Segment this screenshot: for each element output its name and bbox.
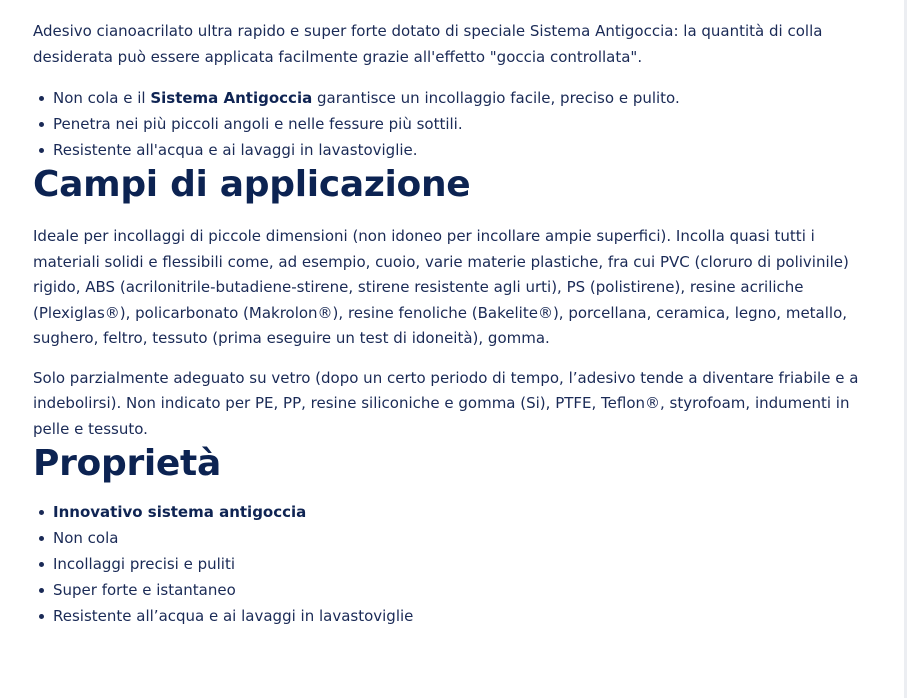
limitations-paragraph: Solo parzialmente adeguato su vetro (dopo un certo periodo di tempo, l’adesivo tende a diventare friabile e a indebolirsi). Non indicato per PE, PP, resine siliconiche e gomma (Si), PTFE, Teflon®, styrofoam, indumenti in pelle e tessuto. xyxy=(33,368,859,438)
list-item: Incollaggi precisi e puliti xyxy=(33,551,883,577)
list-item xyxy=(33,85,883,111)
product-description xyxy=(33,19,883,629)
list-item: Non cola xyxy=(33,525,883,551)
section-heading-campi: Campi di applicazione xyxy=(33,164,471,205)
list-item xyxy=(33,499,883,525)
list-item: Resistente all’acqua e ai lavaggi in lavastoviglie xyxy=(33,603,883,629)
intro-paragraph: Adesivo cianoacrilato ultra rapido e super forte dotato di speciale Sistema Antigoccia: la quantità di colla desiderata può essere applicata facilmente grazie all'effetto "goccia controllata". xyxy=(33,22,823,66)
list-item-highlight: Innovativo sistema antigoccia xyxy=(53,503,307,521)
list-item: Super forte e istantaneo xyxy=(33,577,883,603)
properties-list xyxy=(33,499,883,629)
list-item: Penetra nei più piccoli angoli e nelle fessure più sottili. xyxy=(33,111,883,137)
list-item: Resistente all'acqua e ai lavaggi in lavastoviglie. xyxy=(33,137,883,163)
list-item-highlight: Sistema Antigoccia xyxy=(150,89,313,107)
list-item-text: Non cola e il xyxy=(53,89,151,107)
applications-paragraph: Ideale per incollaggi di piccole dimensioni (non idoneo per incollare ampie superfici). Incolla quasi tutti i materiali solidi e flessibili come, ad esempio, cuoio, varie materie plastiche, fra cui PVC (cloruro di polivinile) rigido, ABS (acrilonitrile-butadiene-stirene, stirene resistente agli urti), PS (polistirene), resine acriliche (Plexiglas®), policarbonato (Makrolon®), resine fenoliche (Bakelite®), porcellana, ceramica, legno, metallo, sughero, feltro, tessuto (prima eseguire un test di idoneità), gomma. xyxy=(33,227,849,347)
list-item-text: garantisce un incollaggio facile, preciso e pulito. xyxy=(312,89,680,107)
feature-list xyxy=(33,85,883,163)
section-heading-proprieta: Proprietà xyxy=(33,443,221,484)
